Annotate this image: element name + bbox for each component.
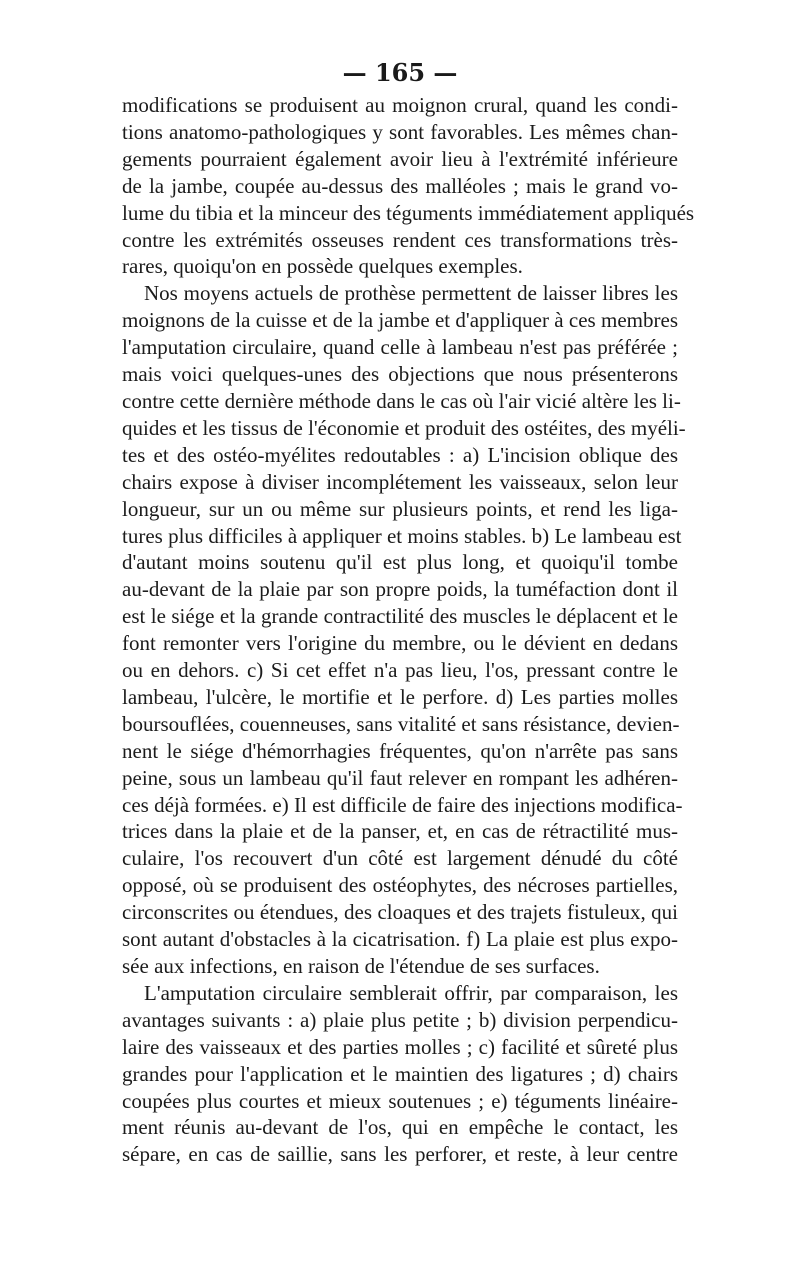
text-line: tures plus difficiles à appliquer et moins stables. b) Le lambeau est (122, 523, 682, 548)
text-line: de la jambe, coupée au-dessus des malléoles ; mais le grand vo- (122, 173, 678, 198)
text-line: quides et les tissus de l'économie et produit des ostéites, des myéli- (122, 415, 686, 440)
text-line: tes et des ostéo-myélites redoutables : a) L'incision oblique des (122, 442, 678, 467)
text-line: tions anatomo-pathologiques y sont favorables. Les mêmes chan- (122, 119, 678, 144)
text-line: ces déjà formées. e) Il est difficile de faire des injections modifica- (122, 792, 683, 817)
text-line: contre cette dernière méthode dans le cas où l'air vicié altère les li- (122, 388, 681, 413)
text-line: font remonter vers l'origine du membre, ou le dévient en dedans (122, 631, 678, 656)
text-line: opposé, où se produisent des ostéophytes, des nécroses partielles, (122, 873, 678, 898)
text-line: moignons de la cuisse et de la jambe et d'appliquer à ces membres (122, 308, 678, 333)
page-number: — 165 — (342, 58, 458, 87)
text-line: mais voici quelques-unes des objections que nous présenterons (122, 362, 678, 387)
text-line: au-devant de la plaie par son propre poids, la tuméfaction dont il (122, 577, 678, 602)
text-line: gements pourraient également avoir lieu à l'extrémité inférieure (122, 146, 678, 171)
text-line: lambeau, l'ulcère, le mortifie et le perfore. d) Les parties molles (122, 684, 678, 709)
text-line: culaire, l'os recouvert d'un côté est largement dénudé du côté (122, 846, 678, 871)
text-line: Nos moyens actuels de prothèse permettent de laisser libres les (144, 281, 678, 306)
text-line: laire des vaisseaux et des parties molles ; c) facilité et sûreté plus (122, 1034, 678, 1059)
text-line: peine, sous un lambeau qu'il faut relever en rompant les adhéren- (122, 765, 678, 790)
text-line: sépare, en cas de saillie, sans les perforer, et reste, à leur centre (122, 1142, 678, 1167)
paragraph-3 (122, 980, 678, 1168)
text-line: lume du tibia et la minceur des téguments immédiatement appliqués (122, 200, 695, 225)
paragraph-2 (122, 280, 686, 980)
text-line: d'autant moins soutenu qu'il est plus long, et quoiqu'il tombe (122, 550, 678, 575)
text-line: boursouflées, couenneuses, sans vitalité et sans résistance, devien- (122, 711, 680, 736)
text-line: est le siége et la grande contractilité des muscles le déplacent et le (122, 604, 678, 629)
text-line: ou en dehors. c) Si cet effet n'a pas lieu, l'os, pressant contre le (122, 658, 678, 683)
text-line: contre les extrémités osseuses rendent ces transformations très- (122, 227, 678, 252)
text-line: sont autant d'obstacles à la cicatrisation. f) La plaie est plus expo- (122, 927, 678, 952)
text-line: sée aux infections, en raison de l'étendue de ses surfaces. (122, 954, 600, 978)
text-line: coupées plus courtes et mieux soutenues ; e) téguments linéaire- (122, 1088, 678, 1113)
text-line: ment réunis au-devant de l'os, qui en empêche le contact, les (122, 1115, 678, 1140)
text-line: longueur, sur un ou même sur plusieurs points, et rend les liga- (122, 496, 678, 521)
text-line: modifications se produisent au moignon crural, quand les condi- (122, 93, 678, 117)
text-line: trices dans la plaie et de la panser, et, en cas de rétractilité mus- (122, 819, 678, 844)
text-line: grandes pour l'application et le maintien des ligatures ; d) chairs (122, 1061, 678, 1086)
text-line: L'amputation circulaire semblerait offrir, par comparaison, les (144, 980, 678, 1005)
paragraph-1 (122, 92, 695, 280)
text-line: circonscrites ou étendues, des cloaques et des trajets fistuleux, qui (122, 900, 678, 925)
text-line: nent le siége d'hémorrhagies fréquentes, qu'on n'arrête pas sans (122, 738, 678, 763)
body-text (122, 92, 695, 1168)
text-line: l'amputation circulaire, quand celle à lambeau n'est pas préférée ; (122, 335, 678, 360)
text-line: rares, quoiqu'on en possède quelques exemples. (122, 254, 523, 279)
text-line: chairs expose à diviser incomplétement les vaisseaux, selon leur (122, 469, 678, 494)
text-line: avantages suivants : a) plaie plus petite ; b) division perpendicu- (122, 1007, 678, 1032)
